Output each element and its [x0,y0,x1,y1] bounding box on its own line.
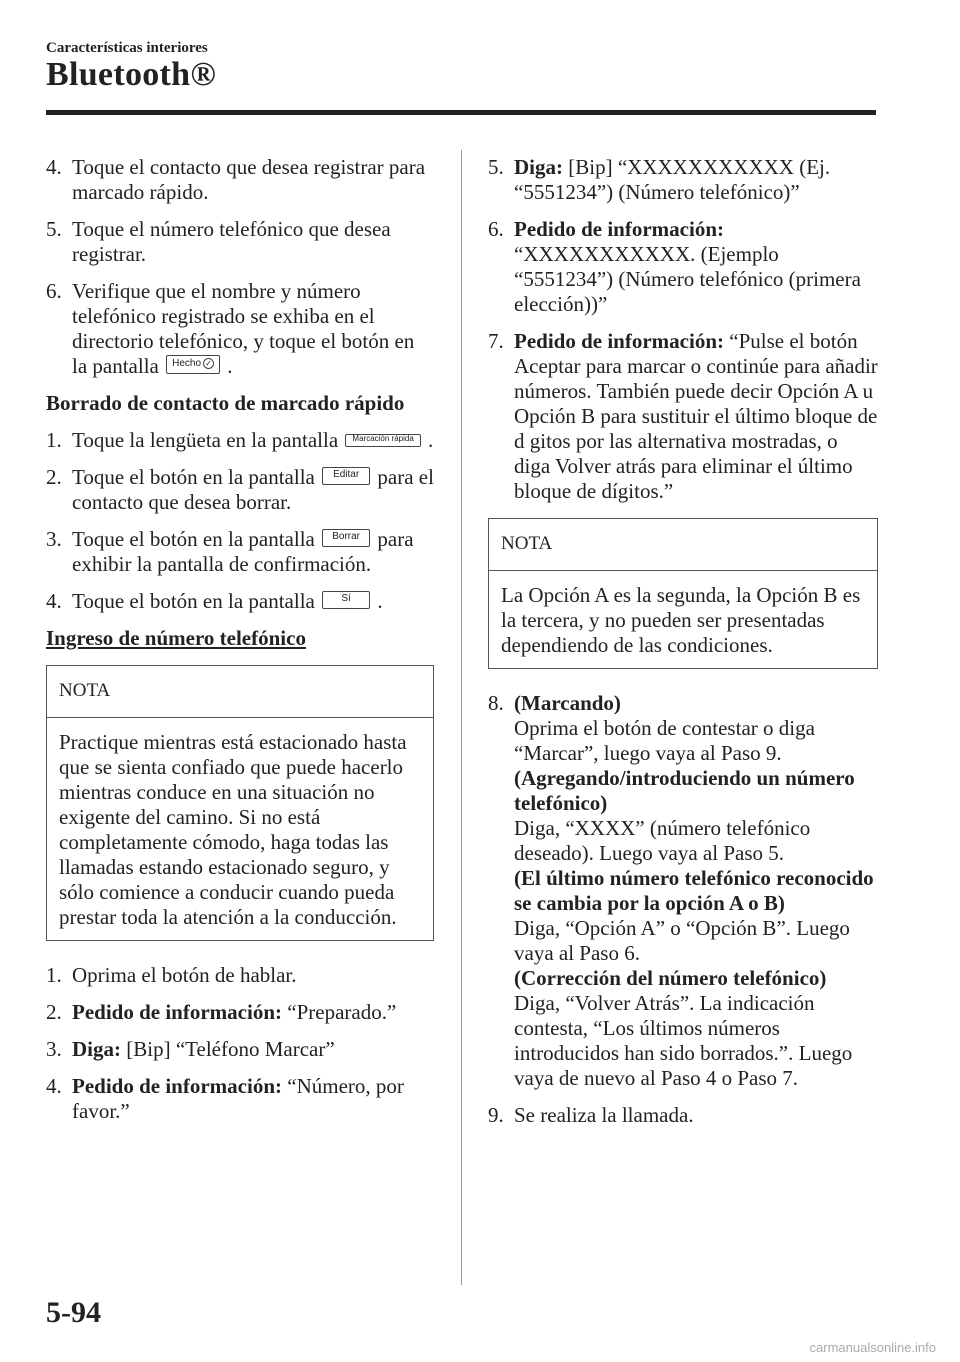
note-text: La Opción A es la segunda, la Opción B es la tercera, y no pueden ser presentadas dependiendo de las condiciones. [501,583,861,657]
left-column [46,155,434,1136]
header-rule [46,110,876,115]
borrar-button[interactable]: Borrar [322,529,370,547]
section-label: Características interiores [46,40,208,56]
list-item: 5. Toque el número telefónico que desea registrar. [46,217,391,266]
list-item: 6. Verifique que el nombre y número telefónico registrado se exhiba en el directorio telefónico, y toque el botón en la pantalla Hecho ✓ . [46,279,415,378]
list-item: 5. Diga: [Bip] “XXXXXXXXXXX (Ej. “5551234”) (Número telefónico)” [488,155,831,204]
note-title: NOTA [47,666,433,718]
section-subheading: Ingreso de número telefónico [46,626,306,650]
editar-button[interactable]: Editar [322,467,370,485]
section-heading: Borrado de contacto de marcado rápido [46,391,405,415]
list-item: 4. Pedido de información: “Número, por favor.” [46,1074,404,1123]
note-box [46,665,434,941]
list-item: 9. Se realiza la llamada. [488,1103,694,1127]
si-button[interactable]: Sí [322,591,370,609]
note-box [488,518,878,669]
page-title: Bluetooth® [46,56,217,93]
note-text: Practique mientras está estacionado hasta que se sienta confiado que puede hacerlo mientras conduce en una situación no exigente del camino. Si no está completamente cómodo, haga todas las llamadas estando estacionado seguro, y sólo comience a conducir cuando pueda prestar toda la atención a la conducción. [59,730,407,929]
marcacion-rapida-button[interactable]: Marcación rápida [345,434,420,447]
list-item: 3. Diga: [Bip] “Teléfono Marcar” [46,1037,335,1061]
list-item: 7. Pedido de información: “Pulse el botón Aceptar para marcar o continúe para añadir números. También puede decir Opción A u Opción B para sustituir el último bloque de d gitos por las alternativa mostradas, o diga Volver atrás para eliminar el último bloque de dígitos.” [488,329,878,503]
column-divider [461,150,462,1285]
note-title: NOTA [489,519,877,571]
list-item: 1. Toque la lengüeta en la pantalla Marcación rápida . [46,428,434,452]
list-item: 8. (Marcando) Oprima el botón de contestar o diga “Marcar”, luego vaya al Paso 9. (Agregando/introduciendo un número telefónico) Diga, “XXXX” (número telefónico deseado). Luego vaya al Paso 5. (El último número telefónico reconocido se cambia por la opción A o B) Diga, “Opción A” o “Opción B”. Luego vaya al Paso 6. (Corrección del número telefónico) Diga, “Volver Atrás”. La indicación contesta, “Los últimos números introducidos han sido borrados.”. Luego vaya de nuevo al Paso 4 o Paso 7. [488,691,874,1090]
list-item: 4. Toque el contacto que desea registrar para marcado rápido. [46,155,426,204]
list-item: 6. Pedido de información: “XXXXXXXXXXX. (Ejemplo “5551234”) (Número telefónico (primera elección))” [488,217,861,316]
hecho-button[interactable]: Hecho ✓ [166,355,220,374]
list-item: 3. Toque el botón en la pantalla Borrar para exhibir la pantalla de confirmación. [46,527,414,576]
right-column [488,155,878,1140]
list-item: 1. Oprima el botón de hablar. [46,963,297,987]
list-item: 4. Toque el botón en la pantalla Sí . [46,589,383,613]
page-number: 5-94 [46,1296,101,1329]
list-item: 2. Pedido de información: “Preparado.” [46,1000,397,1024]
footer-watermark: carmanualsonline.info [809,1340,936,1355]
list-item: 2. Toque el botón en la pantalla Editar para el contacto que desea borrar. [46,465,434,514]
check-icon: ✓ [203,358,214,369]
